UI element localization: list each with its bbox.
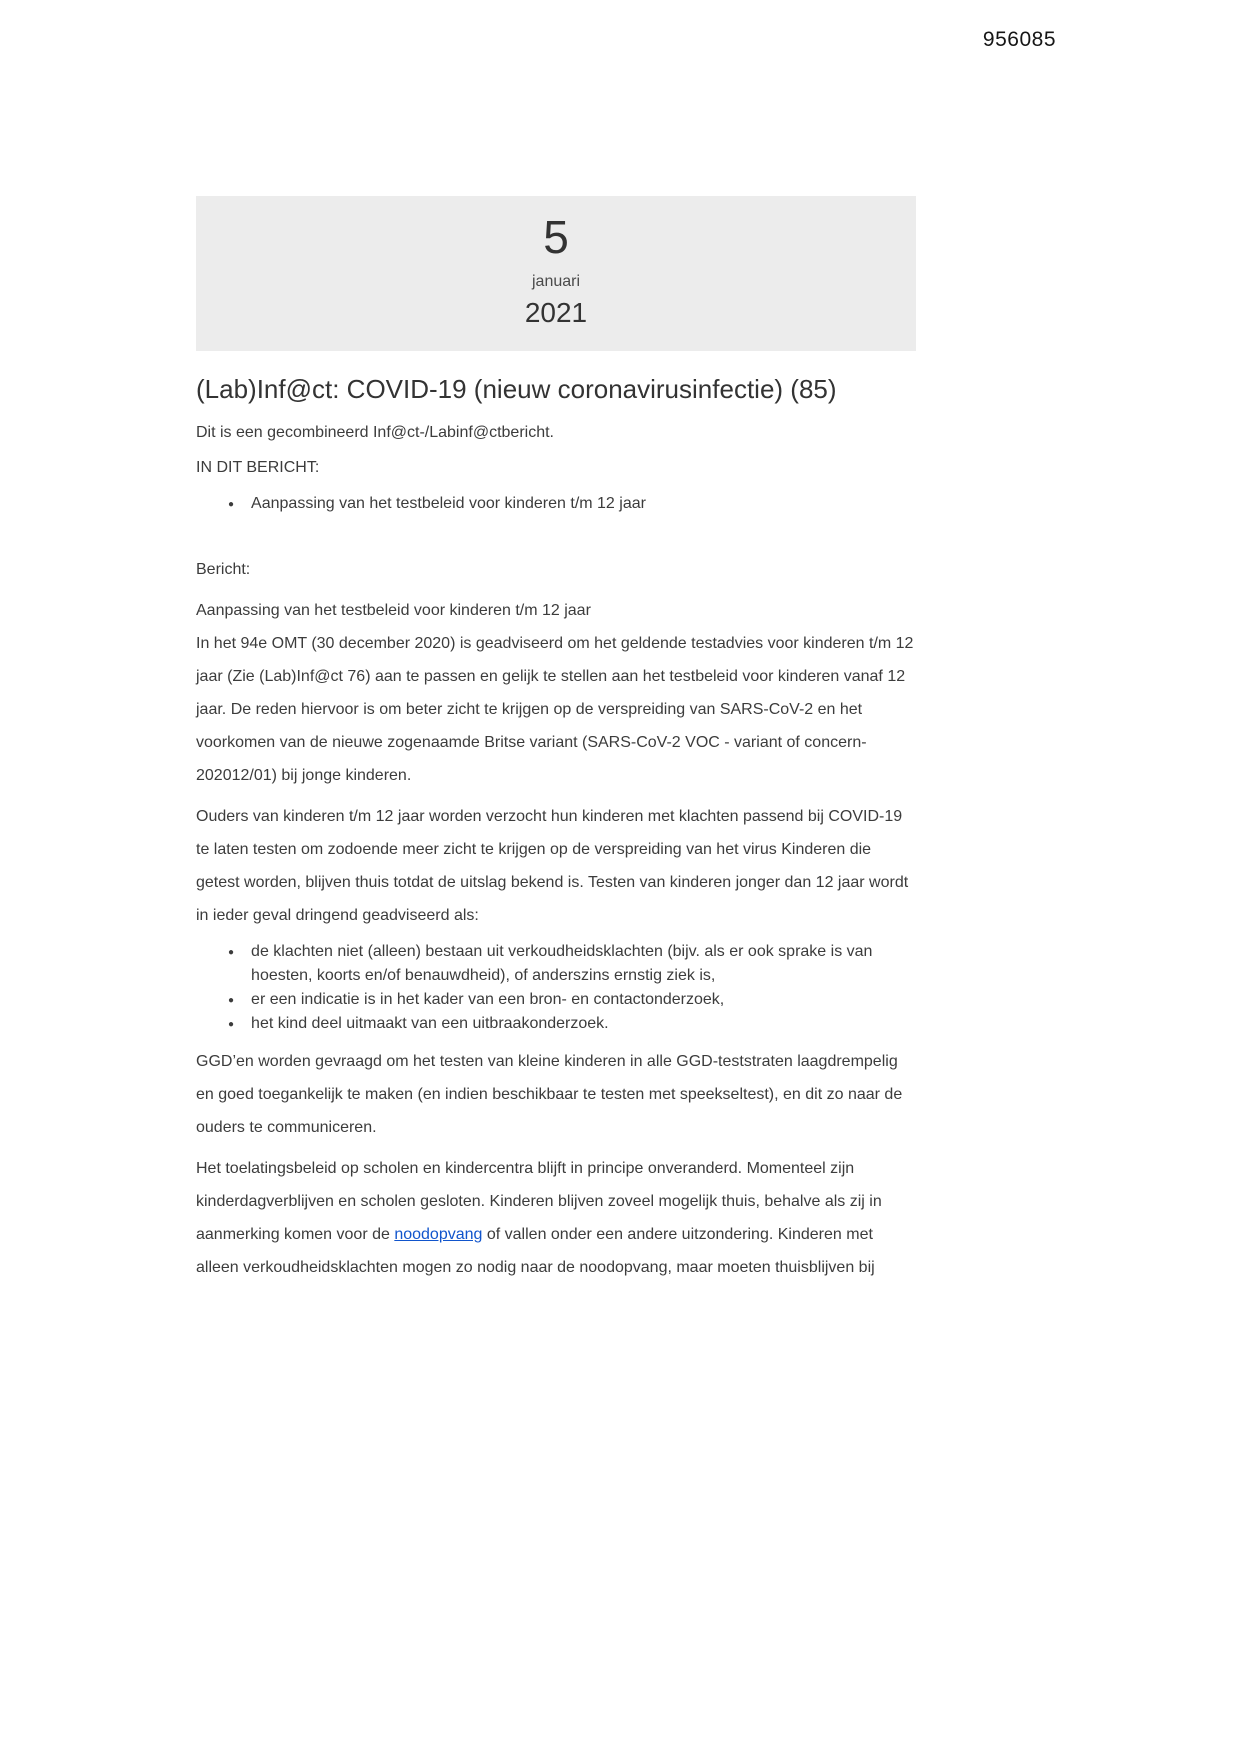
date-year: 2021 [524, 297, 588, 329]
document-body [196, 196, 916, 1292]
list-item [196, 1012, 916, 1036]
message-label: Bericht: [196, 560, 251, 578]
date-month: januari [531, 273, 581, 291]
intro-line: Dit is een gecombineerd Inf@ct-/Labinf@ctbericht. [196, 423, 554, 441]
paragraph-4-text-before: Het toelatingsbeleid op scholen en kindercentra blijft in principe onveranderd. Momenteel zijn kinderdagverblijven en scholen gesloten. Kinderen blijven zoveel mogelijk thuis, behalve als zij in aanmerking komen voor de [196, 1159, 882, 1243]
bullet-text: ● de klachten niet (alleen) bestaan uit verkoudheidsklachten (bijv. als er ook sprake is van hoesten, koorts en/of benauwdheid), of anderszins ernstig ziek is, [251, 942, 873, 984]
list-item [196, 493, 916, 515]
topic-text: ● Aanpassing van het testbeleid voor kinderen t/m 12 jaar [251, 494, 646, 512]
list-item [196, 988, 916, 1012]
paragraph-2: Ouders van kinderen t/m 12 jaar worden verzocht hun kinderen met klachten passend bij COVID-19 te laten testen om zodoende meer zicht te krijgen op de verspreiding van het virus Kinderen die getest worden, blijven thuis totdat de uitslag bekend is. Testen van kinderen jonger dan 12 jaar wordt in ieder geval dringend geadviseerd als: [196, 807, 909, 924]
topics-list [196, 493, 916, 515]
paragraph-3: GGD’en worden gevraagd om het testen van kleine kinderen in alle GGD-teststraten laagdrempelig en goed toegankelijk te maken (en indien beschikbaar te testen met speekseltest), en dit zo naar de ouders te communiceren. [196, 1052, 903, 1136]
paragraph-4 [196, 1152, 916, 1284]
list-item [196, 940, 916, 988]
paragraph-1: In het 94e OMT (30 december 2020) is geadviseerd om het geldende testadvies voor kinderen t/m 12 jaar (Zie (Lab)Inf@ct 76) aan te passen en gelijk te stellen aan het testbeleid voor kinderen vanaf 12 jaar. De reden hiervoor is om beter zicht te krijgen op de verspreiding van SARS-CoV-2 en het voorkomen van de nieuwe zogenaamde Britse variant (SARS-CoV-2 VOC - variant of concern- 202012/01) bij jonge kinderen. [196, 634, 914, 784]
paragraph-4-text-after: of vallen onder een andere uitzondering. Kinderen met alleen verkoudheidsklachten mogen zo nodig naar de noodopvang, maar moeten thuisblijven bij [196, 1225, 875, 1276]
in-this-message-label: IN DIT BERICHT: [196, 458, 320, 476]
bullet-text: ● er een indicatie is in het kader van een bron- en contactonderzoek, [251, 990, 725, 1008]
message-subject: Aanpassing van het testbeleid voor kinderen t/m 12 jaar [196, 601, 591, 619]
noodopvang-link[interactable]: noodopvang [394, 1225, 483, 1243]
page-title: (Lab)Inf@ct: COVID-19 (nieuw coronavirusinfectie) (85) [196, 374, 837, 405]
advice-bullet-list [196, 940, 916, 1036]
date-box [196, 196, 916, 351]
document-number: 956085 [982, 28, 1056, 51]
date-day: 5 [543, 211, 569, 263]
bullet-text: ● het kind deel uitmaakt van een uitbraakonderzoek. [251, 1014, 609, 1032]
